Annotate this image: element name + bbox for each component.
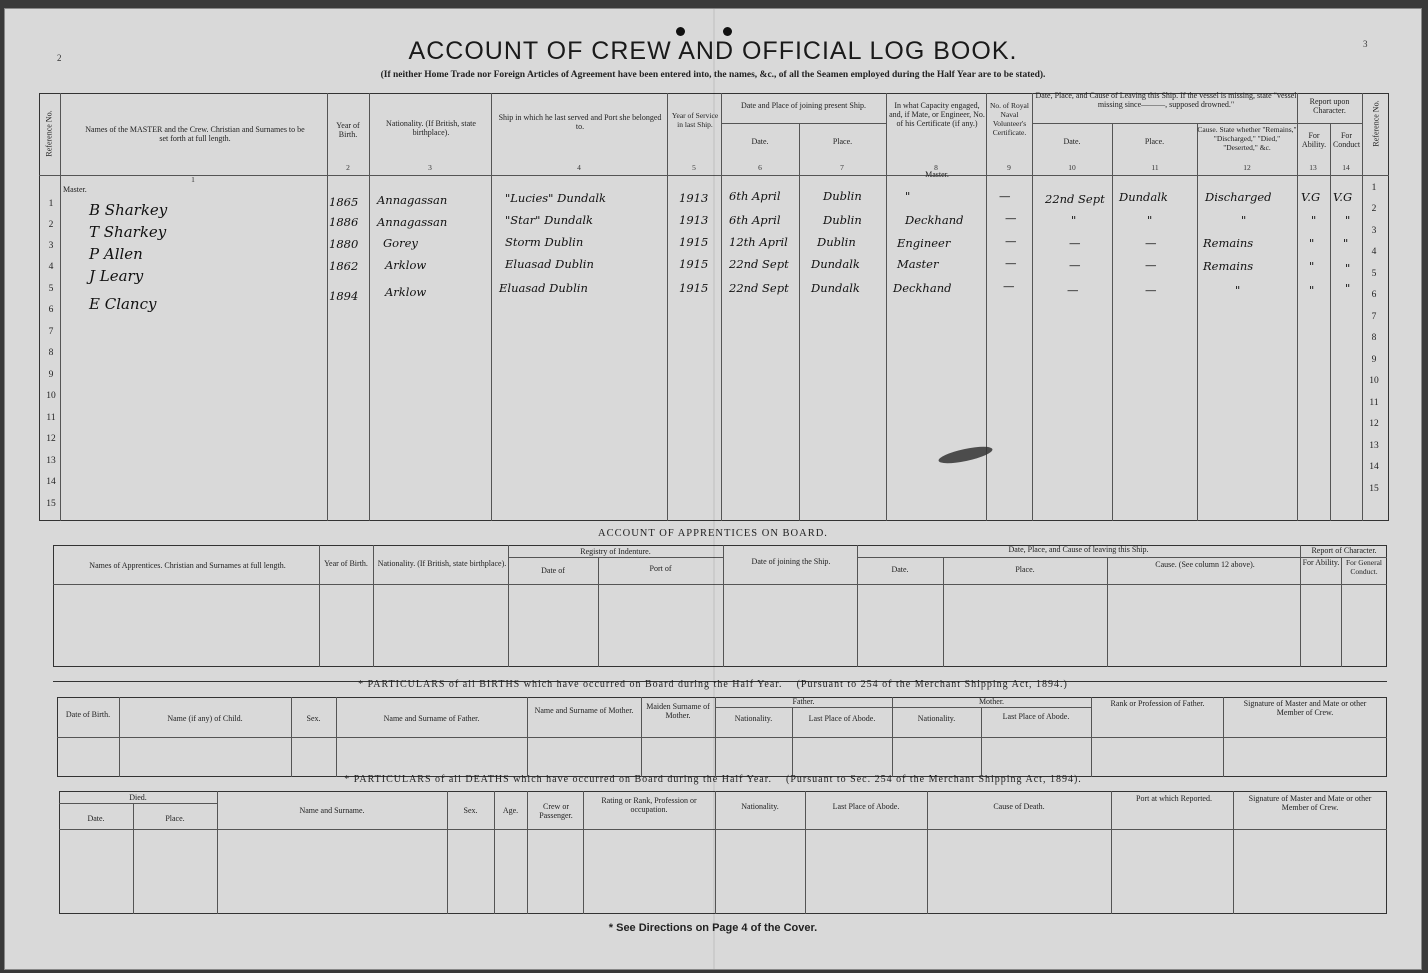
crew-service: 1915 bbox=[679, 235, 709, 249]
births-header-mother-name: Name and Surname of Mother. bbox=[534, 706, 634, 715]
crew-last-ship: Eluasad Dublin bbox=[505, 257, 594, 271]
col-number: 7 bbox=[840, 163, 844, 172]
page-number-left: 2 bbox=[57, 53, 62, 63]
crew-rnv: — bbox=[1003, 279, 1015, 293]
births-header-rank: Rank or Profession of Father. bbox=[1110, 699, 1205, 708]
deaths-header-signature: Signature of Master and Mate or other Member of Crew. bbox=[1248, 794, 1372, 812]
apprentice-header-report: Report of Character. bbox=[1311, 546, 1377, 555]
births-header-signature: Signature of Master and Mate or other Member of Crew. bbox=[1243, 699, 1367, 717]
col-number: 2 bbox=[346, 163, 350, 172]
header-nationality: Nationality. (If British, state birthplace). bbox=[386, 119, 476, 137]
col-number: 10 bbox=[1068, 163, 1076, 172]
crew-service: 1913 bbox=[679, 191, 709, 205]
row-number-right: 8 bbox=[1371, 333, 1377, 343]
deaths-header-name: Name and Surname. bbox=[299, 806, 365, 815]
births-header-date: Date of Birth. bbox=[65, 710, 111, 719]
col-number: 9 bbox=[1007, 163, 1011, 172]
header-join-date: Date. bbox=[751, 137, 769, 146]
births-header-father-abode: Last Place of Abode. bbox=[808, 714, 876, 723]
births-header-father-nationality: Nationality. bbox=[734, 714, 773, 723]
crew-last-ship: Storm Dublin bbox=[505, 235, 584, 249]
crew-last-ship: "Lucies" Dundalk bbox=[505, 191, 607, 205]
births-note: (Pursuant to 254 of the Merchant Shipping Act, 1894.) bbox=[796, 679, 1068, 690]
births-title-line bbox=[5, 679, 1421, 690]
header-ability: For Ability. bbox=[1301, 131, 1327, 149]
header-names: Names of the MASTER and the Crew. Christian and Surnames to be set forth at full length. bbox=[85, 125, 305, 143]
apprentice-header-port-of: Port of bbox=[649, 564, 672, 573]
births-header-mother-abode: Last Place of Abode. bbox=[1002, 712, 1070, 721]
header-join-place: Place. bbox=[832, 137, 853, 146]
crew-leave-date: " bbox=[1071, 213, 1077, 227]
col-number: 6 bbox=[758, 163, 762, 172]
header-rnv: No. of Royal Naval Volunteer's Certificate. bbox=[990, 101, 1029, 137]
deaths-header-port: Port at which Reported. bbox=[1136, 794, 1212, 803]
crew-nationality: Annagassan bbox=[377, 215, 448, 229]
crew-join-date: 12th April bbox=[729, 235, 788, 249]
crew-leave-date: — bbox=[1069, 236, 1081, 250]
crew-capacity: Engineer bbox=[897, 236, 951, 250]
apprentice-header-ability: For Ability. bbox=[1302, 558, 1340, 567]
births-header-father: Father. bbox=[792, 697, 815, 706]
crew-last-ship: "Star" Dundalk bbox=[505, 213, 593, 227]
births-header-mother: Mother. bbox=[978, 697, 1005, 706]
header-reference-no: Reference No. bbox=[44, 110, 54, 157]
crew-ability: V.G bbox=[1301, 190, 1321, 204]
crew-cause: Remains bbox=[1203, 259, 1254, 273]
row-number: 2 bbox=[48, 220, 54, 230]
row-number-right: 6 bbox=[1371, 290, 1377, 300]
apprentice-header-joining: Date of joining the Ship. bbox=[751, 557, 831, 566]
header-joining: Date and Place of joining present Ship. bbox=[740, 101, 867, 110]
header-capacity: In what Capacity engaged, and, if Mate, or Engineer, No. of his Certificate (if any.) bbox=[889, 101, 985, 128]
deaths-title: * PARTICULARS of all DEATHS which have occurred on Board during the Half Year. bbox=[344, 774, 773, 785]
deaths-header-place: Place. bbox=[165, 814, 185, 823]
crew-nationality: Annagassan bbox=[377, 193, 448, 207]
crew-join-place: Dundalk bbox=[811, 257, 860, 271]
crew-capacity: Deckhand bbox=[905, 213, 964, 227]
header-year-birth: Year of Birth. bbox=[336, 121, 360, 139]
col-number: 11 bbox=[1151, 163, 1159, 172]
page-subtitle: (If neither Home Trade nor Foreign Articles of Agreement have been entered into, the names, &c., of all the Seamen employed during the Half Year are to be stated). bbox=[380, 70, 1046, 80]
page-number-right: 3 bbox=[1363, 39, 1368, 49]
crew-leave-date: — bbox=[1069, 258, 1081, 272]
apprentice-header-year: Year of Birth. bbox=[324, 559, 368, 568]
crew-nationality: Gorey bbox=[383, 236, 418, 250]
col-number: 13 bbox=[1309, 163, 1317, 172]
deaths-header-date: Date. bbox=[87, 814, 105, 823]
col-number: 3 bbox=[428, 163, 432, 172]
crew-capacity: Master bbox=[897, 257, 939, 271]
crew-capacity: Deckhand bbox=[893, 281, 952, 295]
row-number: 3 bbox=[48, 241, 54, 251]
log-book-sheet bbox=[4, 8, 1422, 970]
row-number: 4 bbox=[48, 262, 54, 272]
binding-hole bbox=[723, 27, 732, 36]
col-number: 4 bbox=[577, 163, 581, 172]
row-number: 7 bbox=[48, 327, 54, 337]
deaths-header-rating: Rating or Rank, Profession or occupation. bbox=[601, 796, 697, 814]
col-number: 1 bbox=[191, 175, 195, 184]
row-number-right: 13 bbox=[1369, 441, 1379, 451]
col-number: 14 bbox=[1342, 163, 1350, 172]
births-header-father-name: Name and Surname of Father. bbox=[383, 714, 480, 723]
apprentice-header-place: Place. bbox=[1015, 565, 1035, 574]
apprentice-header-registry: Registry of Indenture. bbox=[580, 547, 651, 556]
binding-hole bbox=[676, 27, 685, 36]
births-header-sex: Sex. bbox=[306, 714, 321, 723]
apprentice-header-leaving: Date, Place, and Cause of leaving this Ship. bbox=[1008, 545, 1149, 554]
apprentice-header-date: Date. bbox=[891, 565, 909, 574]
crew-join-date: 6th April bbox=[729, 189, 781, 203]
deaths-note: (Pursuant to Sec. 254 of the Merchant Shipping Act, 1894). bbox=[786, 774, 1082, 785]
crew-cause: Discharged bbox=[1205, 190, 1272, 204]
row-number: 11 bbox=[46, 413, 56, 423]
header-leaving: Date, Place, and Cause of Leaving this Ship. If the vessel is missing, state "vessel missing since———, supposed drowned." bbox=[1035, 91, 1297, 109]
crew-conduct: " bbox=[1345, 261, 1351, 275]
crew-service: 1913 bbox=[679, 213, 709, 227]
crew-join-date: 22nd Sept bbox=[729, 281, 789, 295]
births-header-mother-nationality: Nationality. bbox=[917, 714, 956, 723]
crew-year: 1886 bbox=[329, 215, 359, 229]
row-number-right: 4 bbox=[1371, 247, 1377, 257]
row-number-right: 11 bbox=[1369, 398, 1379, 408]
crew-join-date: 22nd Sept bbox=[729, 257, 789, 271]
crew-table bbox=[39, 93, 1389, 521]
crew-leave-place: — bbox=[1145, 283, 1157, 297]
apprentice-header-names: Names of Apprentices. Christian and Surnames at full length. bbox=[89, 561, 286, 570]
row-number: 14 bbox=[46, 477, 56, 487]
crew-name: B Sharkey bbox=[89, 201, 168, 219]
crew-capacity: " bbox=[905, 189, 911, 203]
row-number-right: 3 bbox=[1371, 226, 1377, 236]
master-label-capacity: Master. bbox=[925, 170, 949, 179]
col-number: 5 bbox=[692, 163, 696, 172]
apprentice-header-date-of: Date of bbox=[541, 566, 565, 575]
deaths-header-age: Age. bbox=[502, 806, 519, 815]
crew-year: 1880 bbox=[329, 237, 359, 251]
row-number-right: 7 bbox=[1371, 312, 1377, 322]
deaths-header-died: Died. bbox=[129, 793, 147, 802]
master-label: Master. bbox=[63, 185, 87, 194]
row-number-right: 1 bbox=[1371, 183, 1377, 193]
crew-rnv: — bbox=[1005, 211, 1017, 225]
row-number: 10 bbox=[46, 391, 56, 401]
deaths-header-crew: Crew or Passenger. bbox=[539, 802, 573, 820]
crew-rnv: — bbox=[1005, 234, 1017, 248]
row-number: 8 bbox=[48, 348, 54, 358]
header-leave-place: Place. bbox=[1144, 137, 1165, 146]
header-cause: Cause. State whether "Remains," "Discharged," "Died," "Deserted," &c. bbox=[1197, 125, 1297, 152]
crew-join-place: Dublin bbox=[817, 235, 856, 249]
crew-leave-place: " bbox=[1147, 213, 1153, 227]
row-number: 15 bbox=[46, 499, 56, 509]
crew-leave-place: — bbox=[1145, 258, 1157, 272]
header-leave-date: Date. bbox=[1063, 137, 1081, 146]
deaths-header-cause: Cause of Death. bbox=[993, 802, 1045, 811]
page-title: ACCOUNT OF CREW AND OFFICIAL LOG BOOK. bbox=[408, 37, 1018, 65]
crew-ability: " bbox=[1309, 236, 1315, 250]
births-header-maiden: Maiden Surname of Mother. bbox=[646, 702, 710, 720]
row-number-right: 10 bbox=[1369, 376, 1379, 386]
crew-conduct: " bbox=[1345, 213, 1351, 227]
crew-name: E Clancy bbox=[89, 295, 157, 313]
row-number: 5 bbox=[48, 284, 54, 294]
apprentice-header-nationality: Nationality. (If British, state birthplace). bbox=[377, 559, 507, 568]
crew-cause: " bbox=[1235, 283, 1241, 297]
crew-ability: " bbox=[1309, 259, 1315, 273]
crew-join-date: 6th April bbox=[729, 213, 781, 227]
row-number-right: 14 bbox=[1369, 462, 1379, 472]
row-number-right: 9 bbox=[1371, 355, 1377, 365]
crew-year: 1865 bbox=[329, 195, 359, 209]
header-year-service: Year of Service in last Ship. bbox=[671, 111, 719, 129]
crew-rnv: — bbox=[1005, 256, 1017, 270]
col-number: 12 bbox=[1243, 163, 1251, 172]
deaths-header-sex: Sex. bbox=[463, 806, 478, 815]
crew-leave-date: 22nd Sept bbox=[1045, 192, 1105, 206]
deaths-header-abode: Last Place of Abode. bbox=[832, 802, 900, 811]
apprentice-header-conduct: For General Conduct. bbox=[1345, 558, 1383, 576]
crew-join-place: Dublin bbox=[823, 189, 862, 203]
crew-service: 1915 bbox=[679, 257, 709, 271]
crew-leave-date: — bbox=[1067, 283, 1079, 297]
crew-join-place: Dublin bbox=[823, 213, 862, 227]
crew-nationality: Arklow bbox=[385, 258, 427, 272]
header-last-ship: Ship in which he last served and Port she belonged to. bbox=[498, 113, 662, 131]
row-number: 9 bbox=[48, 370, 54, 380]
crew-nationality: Arklow bbox=[385, 285, 427, 299]
header-reference-no-right: Reference No. bbox=[1371, 100, 1381, 147]
crew-leave-place: Dundalk bbox=[1119, 190, 1168, 204]
row-number: 1 bbox=[48, 199, 54, 209]
crew-rnv: — bbox=[999, 189, 1011, 203]
apprentices-title: ACCOUNT OF APPRENTICES ON BOARD. bbox=[598, 528, 828, 539]
births-header-child: Name (if any) of Child. bbox=[167, 714, 243, 723]
crew-conduct: " bbox=[1345, 281, 1351, 295]
crew-year: 1894 bbox=[329, 289, 359, 303]
crew-last-ship: Eluasad Dublin bbox=[499, 281, 588, 295]
row-number-right: 12 bbox=[1369, 419, 1379, 429]
apprentice-header-cause: Cause. (See column 12 above). bbox=[1155, 560, 1255, 569]
crew-join-place: Dundalk bbox=[811, 281, 860, 295]
crew-ability: " bbox=[1309, 283, 1315, 297]
row-number-right: 5 bbox=[1371, 269, 1377, 279]
deaths-header-nationality: Nationality. bbox=[741, 802, 779, 811]
crew-year: 1862 bbox=[329, 259, 359, 273]
births-title: * PARTICULARS of all BIRTHS which have occurred on Board during the Half Year. bbox=[358, 679, 783, 690]
row-number: 13 bbox=[46, 456, 56, 466]
crew-conduct: V.G bbox=[1333, 190, 1353, 204]
crew-name: J Leary bbox=[89, 267, 144, 285]
row-number-right: 2 bbox=[1371, 204, 1377, 214]
row-number: 12 bbox=[46, 434, 56, 444]
row-number: 6 bbox=[48, 305, 54, 315]
crew-name: P Allen bbox=[89, 245, 143, 263]
crew-leave-place: — bbox=[1145, 236, 1157, 250]
footer-note: * See Directions on Page 4 of the Cover. bbox=[608, 922, 818, 934]
crew-service: 1915 bbox=[679, 281, 709, 295]
crew-name: T Sharkey bbox=[89, 223, 167, 241]
crew-ability: " bbox=[1311, 213, 1317, 227]
row-number-right: 15 bbox=[1369, 484, 1379, 494]
crew-cause: " bbox=[1241, 213, 1247, 227]
crew-conduct: " bbox=[1343, 236, 1349, 250]
header-report: Report upon Character. bbox=[1309, 97, 1350, 115]
crew-cause: Remains bbox=[1203, 236, 1254, 250]
deaths-title-line bbox=[5, 774, 1421, 785]
header-conduct: For Conduct bbox=[1332, 131, 1361, 149]
col-number: 8 bbox=[934, 163, 938, 172]
